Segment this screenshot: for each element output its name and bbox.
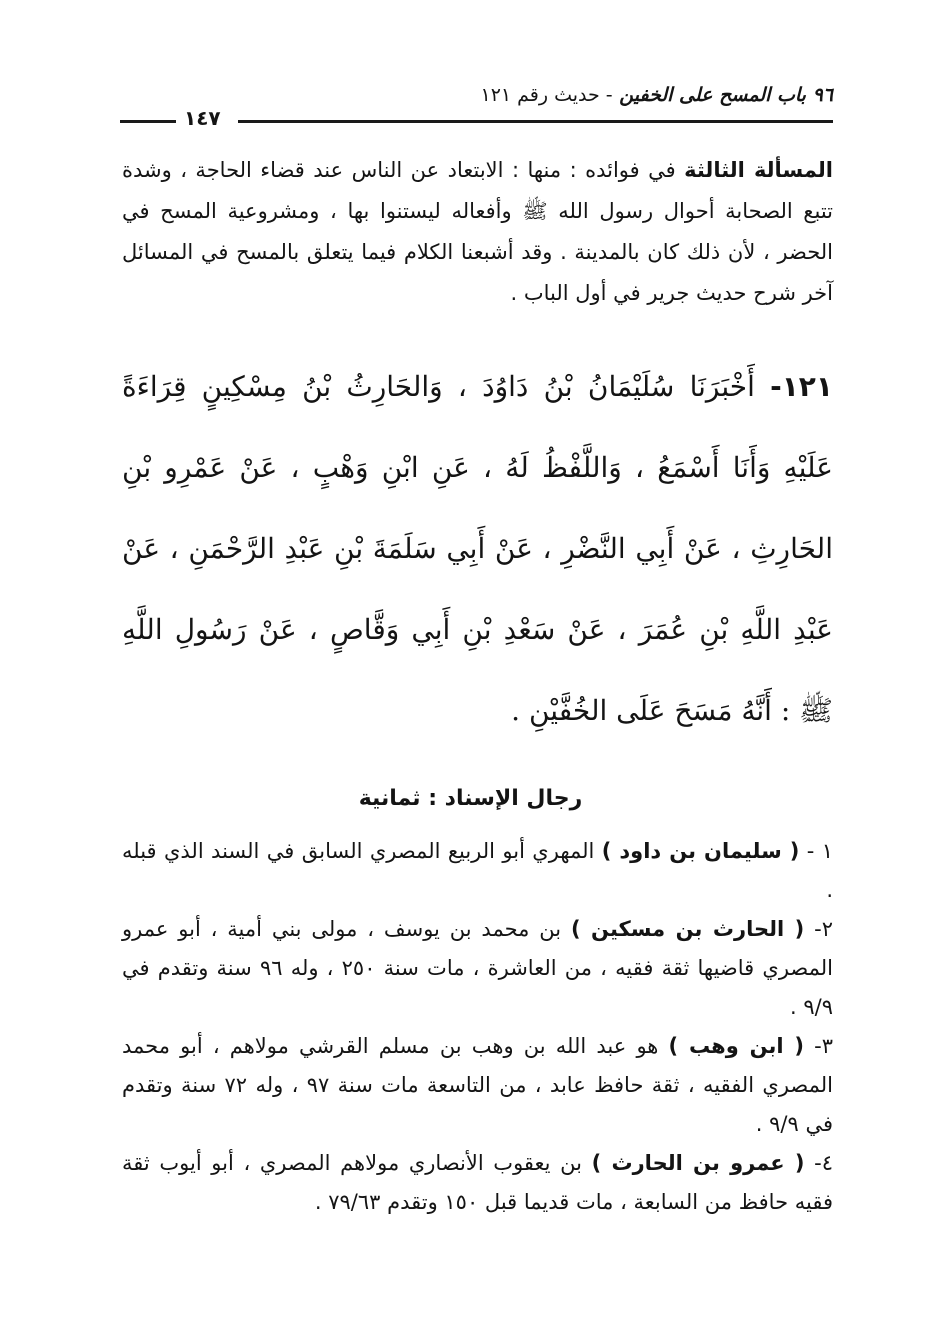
narrator-number: ٣-	[803, 1034, 833, 1058]
narrator-item	[122, 910, 833, 1027]
header-rule-right	[238, 120, 833, 123]
issue-three-text: في فوائده : منها : الابتعاد عن الناس عند قضاء الحاجة ، وشدة تتبع الصحابة أحوال رسول الله ﷺ وأفعاله ليستنوا بها ، ومشروعية المسح في الحضر ، لأن ذلك كان بالمدينة . وقد أشبعنا الكلام فيما يتعلق بالمسح في المسائل آخر شرح حديث جرير في أول الباب .	[122, 158, 833, 305]
narrator-name: ( ابن وهب )	[668, 1034, 804, 1058]
issue-three-section	[122, 150, 833, 314]
narrator-name: ( سليمان بن داود )	[601, 839, 800, 863]
header-rule-left	[120, 120, 176, 123]
narrator-description: هو عبد الله بن وهب بن مسلم القرشي مولاهم ، أبو محمد المصري الفقيه ، ثقة حافظ عابد ، من التاسعة مات سنة ٩٧ ، وله ٧٢ سنة وتقدم في ٩/٩ .	[122, 1034, 833, 1136]
narrator-description: المهري أبو الربيع المصري السابق في السند الذي قبله .	[122, 839, 833, 902]
narrator-name: ( الحارث بن مسكين )	[570, 917, 805, 941]
narrator-number: ١ -	[799, 839, 833, 863]
narrator-item	[122, 1144, 833, 1222]
running-header	[120, 84, 833, 128]
hadith-number: ١٢١-	[770, 370, 833, 403]
narrator-number: ٤-	[804, 1151, 834, 1175]
hadith-reference: - حديث رقم ١٢١	[480, 84, 613, 106]
narrator-item	[122, 1027, 833, 1144]
hadith-text: أَخْبَرَنَا سُلَيْمَانُ بْنُ دَاوُدَ ، وَالحَارِثُ بْنُ مِسْكِينٍ قِرَاءَةً عَلَيْهِ وَأَنَا أَسْمَعُ ، وَاللَّفْظُ لَهُ ، عَنِ ابْنِ وَهْبٍ ، عَنْ عَمْرِو بْنِ الحَارِثِ ، عَنْ أَبِي النَّضْرِ ، عَنْ أَبِي سَلَمَةَ بْنِ عَبْدِ الرَّحْمَنِ ، عَنْ عَبْدِ اللَّهِ بْنِ عُمَرَ ، عَنْ سَعْدِ بْنِ أَبِي وَقَّاصٍ ، عَنْ رَسُولِ اللَّهِ ﷺ : أَنَّهُ مَسَحَ عَلَى الخُفَّيْنِ .	[122, 370, 833, 727]
issue-three-lead: المسألة الثالثة	[684, 158, 833, 182]
narrators-section	[122, 832, 833, 1222]
narrator-description: بن يعقوب الأنصاري مولاهم المصري ، أبو أيوب ثقة فقيه حافظ من السابعة ، مات قديما قبل ١٥٠ وتقدم ٧٩/٦٣ .	[122, 1151, 833, 1214]
page-number: ١٤٧	[184, 106, 221, 130]
hadith-section	[122, 346, 833, 751]
narrator-description: بن محمد بن يوسف ، مولى بني أمية ، أبو عمرو المصري قاضيها ثقة فقيه ، من العاشرة ، مات سنة ٢٥٠ ، وله ٩٦ سنة وتقدم في ٩/٩ .	[122, 917, 833, 1019]
narrators-list	[122, 832, 833, 1222]
narrator-name: ( عمرو بن الحارث )	[591, 1151, 805, 1175]
narrator-number: ٢-	[804, 917, 833, 941]
chapter-title	[480, 84, 833, 106]
issue-three-paragraph	[122, 150, 833, 314]
narrators-section-title: رجال الإسناد : ثمانية	[358, 786, 583, 811]
hadith-text-block	[122, 346, 833, 751]
narrator-item	[122, 832, 833, 910]
chapter-title-text: ٩٦ باب المسح على الخفين	[619, 84, 833, 106]
